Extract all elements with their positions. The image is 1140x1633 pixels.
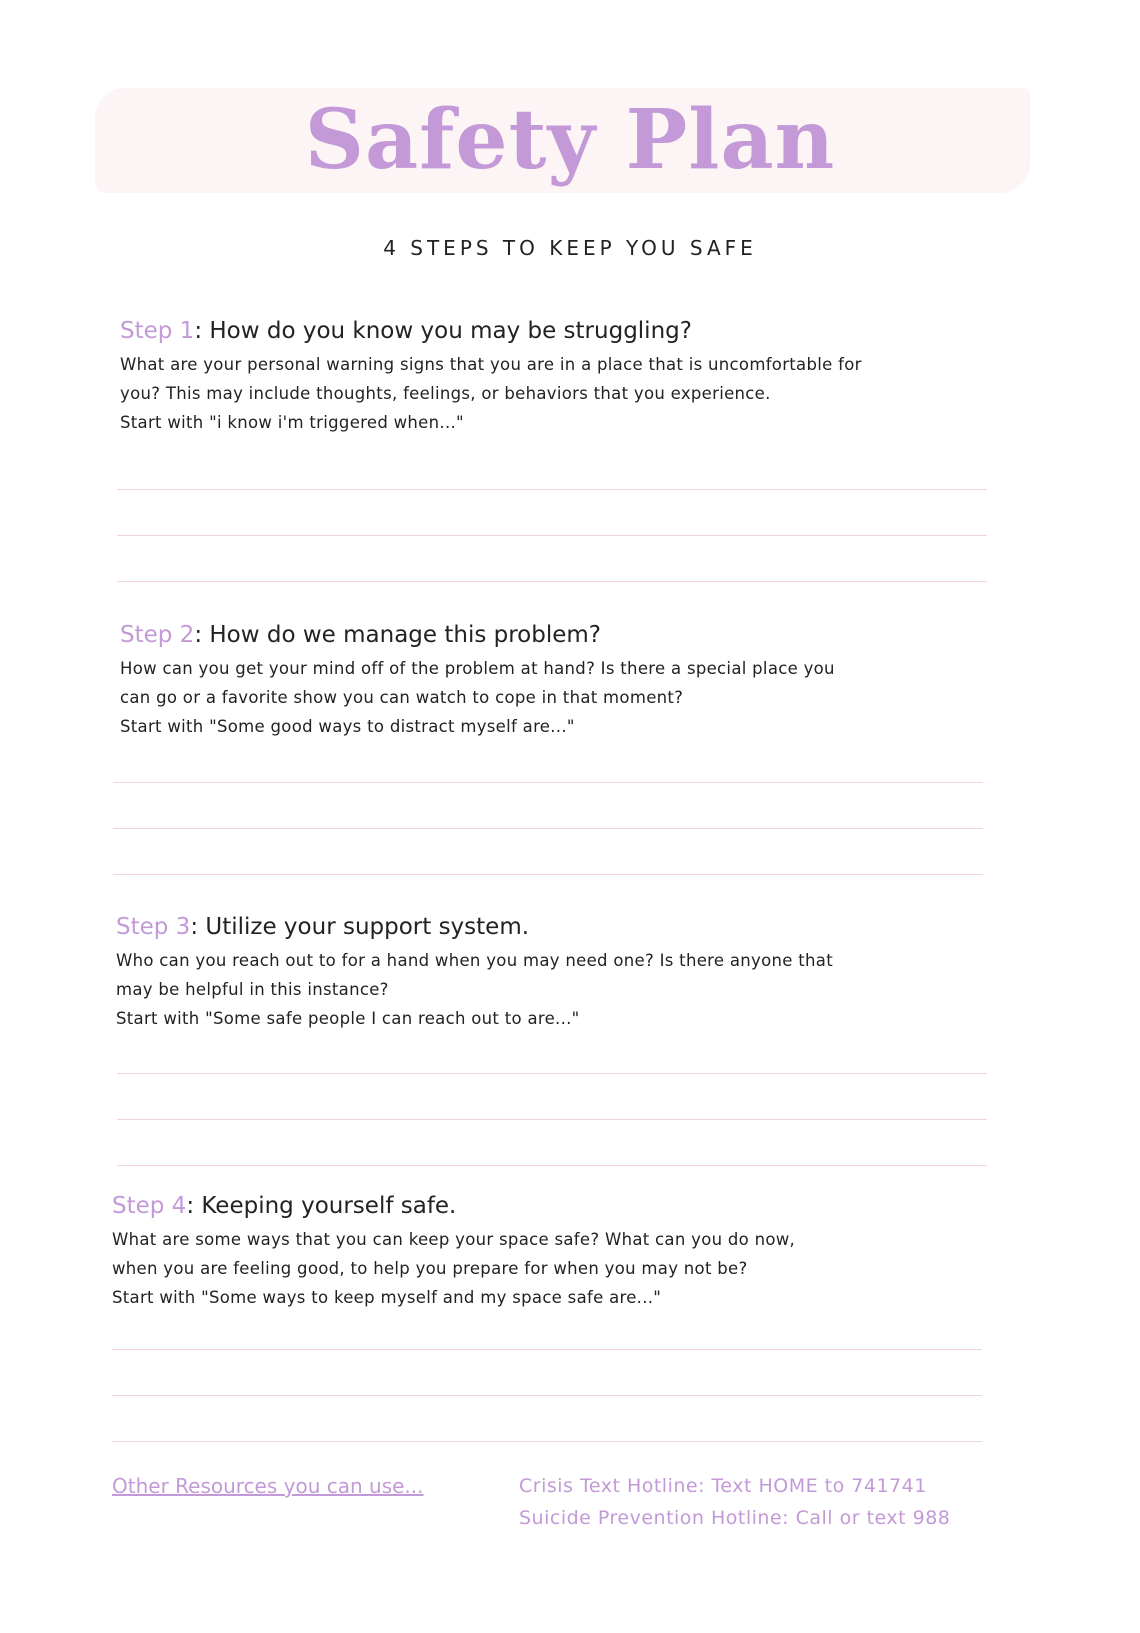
step-label: Step 2 xyxy=(120,622,195,648)
step-4-answer-lines[interactable] xyxy=(112,1349,982,1487)
step-heading xyxy=(120,620,1000,650)
page-title: Safety Plan xyxy=(304,92,836,188)
answer-line[interactable] xyxy=(112,1349,982,1350)
answer-line[interactable] xyxy=(112,1441,982,1442)
answer-line[interactable] xyxy=(117,1119,987,1120)
answer-line[interactable] xyxy=(113,782,983,783)
step-1-answer-lines[interactable] xyxy=(117,489,987,627)
step-2 xyxy=(120,620,1000,741)
step-label: Step 1 xyxy=(120,318,195,344)
answer-line[interactable] xyxy=(113,828,983,829)
step-heading xyxy=(120,316,1000,346)
page-subtitle: 4 STEPS TO KEEP YOU SAFE xyxy=(383,236,757,260)
step-label: Step 4 xyxy=(112,1193,187,1219)
step-description: What are your personal warning signs that you are in a place that is uncomfortable for you? This may include thoughts, feelings, or behaviors that you experience. Start with "i know i'm triggered when..." xyxy=(120,355,862,432)
step-question: : How do we manage this problem? xyxy=(194,622,602,648)
step-question: : Keeping yourself safe. xyxy=(186,1193,457,1219)
answer-line[interactable] xyxy=(117,581,987,582)
step-label: Step 3 xyxy=(116,914,191,940)
answer-line[interactable] xyxy=(117,489,987,490)
answer-line[interactable] xyxy=(117,535,987,536)
step-3 xyxy=(116,912,996,1033)
step-description: Who can you reach out to for a hand when you may need one? Is there anyone that may be helpful in this instance? Start with "Some safe people I can reach out to are..." xyxy=(116,951,833,1028)
step-question: : Utilize your support system. xyxy=(190,914,530,940)
step-heading xyxy=(112,1191,992,1221)
answer-line[interactable] xyxy=(113,874,983,875)
step-question: : How do you know you may be struggling? xyxy=(194,318,692,344)
crisis-text-hotline: Crisis Text Hotline: Text HOME to 741741 xyxy=(519,1475,927,1497)
step-4 xyxy=(112,1191,992,1312)
suicide-prevention-hotline: Suicide Prevention Hotline: Call or text 988 xyxy=(519,1507,951,1529)
step-2-answer-lines[interactable] xyxy=(113,782,983,920)
answer-line[interactable] xyxy=(117,1165,987,1166)
answer-line[interactable] xyxy=(112,1395,982,1396)
step-description: What are some ways that you can keep your space safe? What can you do now, when you are feeling good, to help you prepare for when you may not be? Start with "Some ways to keep myself and my space safe are..." xyxy=(112,1230,796,1307)
step-heading xyxy=(116,912,996,942)
other-resources-link[interactable]: Other Resources you can use... xyxy=(112,1474,424,1498)
answer-line[interactable] xyxy=(117,1073,987,1074)
step-description: How can you get your mind off of the problem at hand? Is there a special place you can go or a favorite show you can watch to cope in that moment? Start with "Some good ways to distract myself are..." xyxy=(120,659,835,736)
step-1 xyxy=(120,316,1000,437)
